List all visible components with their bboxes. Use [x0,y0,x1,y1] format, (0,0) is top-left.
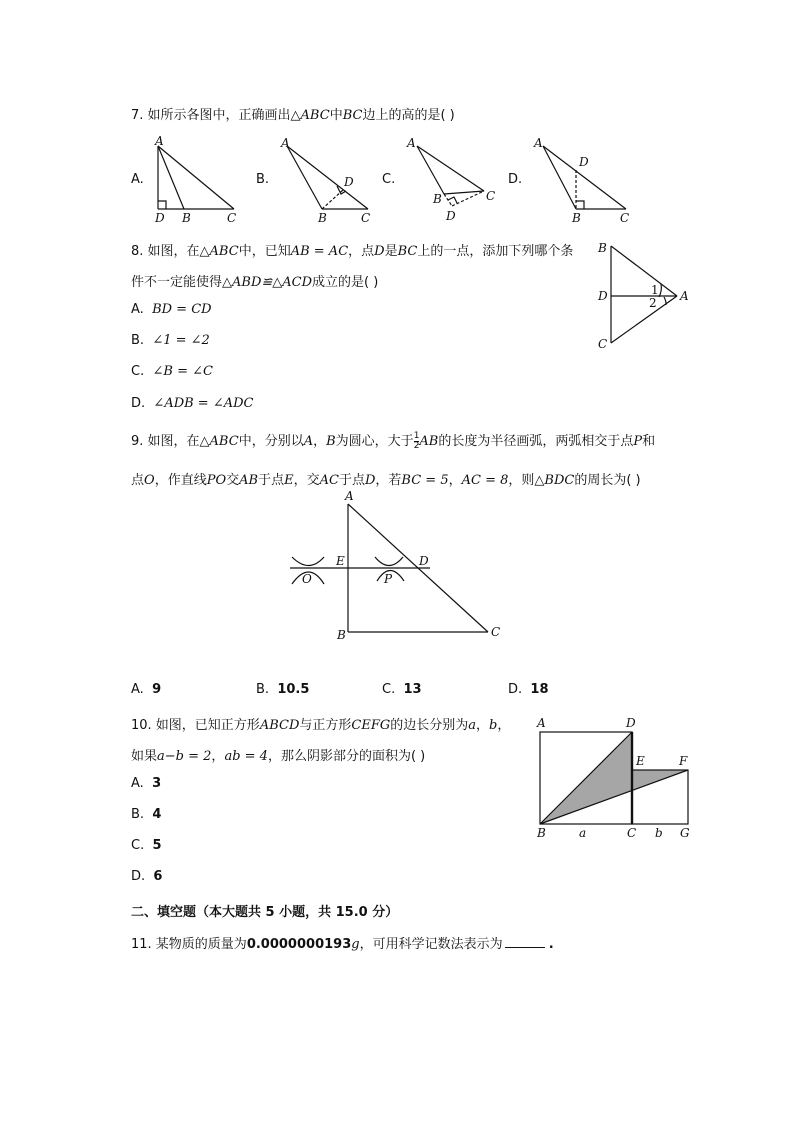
q7d-label-d: D [579,155,589,169]
q9-frac-den: 2 [413,441,420,451]
q8-l1-suffix: 上的一点，添加下列哪个条 [417,244,574,259]
q10-label-g: G [680,826,690,840]
q7-stem-mid: 中 [329,108,343,123]
q11-prefix: 11. 某物质的质量为 [131,937,247,952]
q8-label-d: D [598,289,608,303]
q8-l1-prefix: 8. 如图，在 [131,244,200,259]
q7d-label-a: A [534,136,543,150]
q10-l1-mid2: 的边长分别为 [390,718,469,733]
q8-l1-mid3: 是 [384,244,398,259]
q10-label-c: C [627,826,637,840]
q7a-label-d: D [155,211,165,225]
q8-option-c-text: ∠B = ∠C [152,364,213,379]
q10-label-side-a: a [579,826,587,840]
q9-label-e: E [336,554,345,568]
section-2-title: 二、填空题（本大题共 5 小题，共 15.0 分） [131,905,399,920]
q10-option-a-text: 3 [152,776,162,791]
q10-l2-prefix: 如果 [131,749,158,764]
q8-option-d-letter: D. [131,396,146,411]
q9-l2-mid6: ，若 [375,473,402,488]
q8-label-angle2: 2 [649,296,657,310]
q7-stem-prefix: 7. 如所示各图中，正确画出 [131,108,291,123]
q10-option-d-text: 6 [153,869,163,884]
q9-option-d-text: 18 [530,682,549,697]
q8-label-angle1: 1 [651,283,659,297]
q9-label-a: A [345,489,354,503]
q9-l2-po: PO [206,473,227,488]
q7d-label-b: B [572,211,581,225]
q10-l1-end: ， [497,718,511,733]
q10-l2-eq2: ab = 4 [224,749,268,764]
q7-option-a-label: A. [131,172,144,187]
q9-option-b-letter: B. [256,682,270,697]
q9-l1-b: B [326,434,336,449]
q9-frac-num: 1 [413,431,420,441]
q7-stem-suffix: 边上的高的是( ) [362,108,455,123]
q10-option-b-text: 4 [152,807,162,822]
q9-l1-prefix: 9. 如图，在 [131,434,200,449]
q7-stem-bc: BC [342,108,363,123]
q10-option-b-letter: B. [131,807,145,822]
q9-label-b: B [337,628,346,642]
q9-label-o: O [302,572,312,586]
q8-l2-prefix: 件不一定能使得 [131,275,223,290]
q7a-label-c: C [227,211,237,225]
q9-l2-ac8: AC = 8 [461,473,509,488]
q10-option-c-text: 5 [152,838,162,853]
q10-l2-suffix: ，那么阴影部分的面积为( ) [267,749,426,764]
q9-option-b-text: 10.5 [277,682,310,697]
q8-option-b-text: ∠1 = ∠2 [152,333,210,348]
q10-l1-comma: ， [476,718,490,733]
q9-option-c-letter: C. [382,682,396,697]
q9-label-c: C [491,625,501,639]
q9-l2-mid2: 交 [226,473,240,488]
q9-option-a-text: 9 [152,682,162,697]
q9-l1-suffix: 的长度为半径画弧，两弧相交于点 [438,434,634,449]
q10-option-c-letter: C. [131,838,145,853]
q9-l2-ac: AC [319,473,339,488]
q10-l1-prefix: 10. 如图，已知正方形 [131,718,260,733]
q11-stem [131,933,554,952]
q9-l2-mid7: ， [448,473,462,488]
q8-l1-mid: 中，已知 [238,244,291,259]
q8-l1-eq: AB = AC [290,244,349,259]
q10-l1-a: a [468,718,477,733]
q9-l1-ab: AB [419,434,439,449]
q7c-label-c: C [486,189,496,203]
q9-l1-p: P [633,434,643,449]
q9-l1-mid: 中，分别以 [238,434,304,449]
q9-l1-mid2: 为圆心，大于 [335,434,414,449]
q8-option-a-text: BD = CD [152,302,212,317]
q9-label-p: P [384,572,393,586]
q10-label-f: F [679,754,688,768]
q9-l2-mid3: 于点 [258,473,285,488]
q7a-label-b: B [182,211,191,225]
q8-l1-bc: BC [397,244,418,259]
q9-label-d: D [419,554,429,568]
q7c-label-b: B [433,192,442,206]
q11-answer-blank[interactable] [505,947,545,948]
q9-l2-mid4: ，交 [293,473,320,488]
q7b-label-c: C [361,211,371,225]
q9-option-c-text: 13 [403,682,422,697]
q10-option-d-letter: D. [131,869,146,884]
q8-option-a-letter: A. [131,302,144,317]
q8-label-b: B [598,241,607,255]
q9-l2-bc: BC = 5 [401,473,449,488]
q8-option-c-letter: C. [131,364,145,379]
q11-unit: g [351,937,360,952]
q7c-label-d: D [446,209,456,223]
q7-option-b-label: B. [256,172,270,187]
q8-option-b-letter: B. [131,333,145,348]
q8-option-d-text: ∠ADB = ∠ADC [153,396,254,411]
q9-l2-bdc: △BDC [534,473,575,488]
q9-l2-ab: AB [239,473,259,488]
q11-value: 0.0000000193 [246,937,352,952]
q8-l1-d: D [374,244,385,259]
q10-option-a-letter: A. [131,776,144,791]
q8-label-a: A [680,289,689,303]
q8-label-c: C [598,337,608,351]
q7b-label-a: A [281,136,290,150]
q9-l2-e: E [284,473,294,488]
q10-label-side-b: b [655,826,663,840]
q10-l1-mid: 与正方形 [299,718,352,733]
q9-l2-mid5: 于点 [338,473,365,488]
q7b-label-b: B [318,211,327,225]
q9-option-d-letter: D. [508,682,523,697]
q9-l2-mid8: ，则 [508,473,535,488]
q9-l2-mid: ，作直线 [154,473,207,488]
q10-l2-comma: ， [211,749,225,764]
q10-l1-cefg: CEFG [351,718,391,733]
q9-l2-d: D [364,473,376,488]
q8-l1-tri: △ABC [199,244,239,259]
q10-label-b: B [537,826,546,840]
q10-l2-eq1: a−b = 2 [157,749,212,764]
q7a-label-a: A [155,134,164,148]
q8-l1-mid2: ，点 [348,244,375,259]
q7-option-d-label: D. [508,172,523,187]
q7-stem-triangle: △ABC [290,108,330,123]
q11-end: . [548,937,554,952]
q9-l1-end: 和 [642,434,656,449]
q9-l2-o: O [144,473,155,488]
q9-l2-suffix: 的周长为( ) [574,473,641,488]
q9-l2-prefix: 点 [131,473,145,488]
q7b-label-d: D [344,175,354,189]
q9-l1-comma: ， [313,434,327,449]
q10-l1-b: b [489,718,498,733]
q11-suffix: ，可用科学记数法表示为 [359,937,503,952]
q7d-label-c: C [620,211,630,225]
q8-l2-cong: △ABD≌△ACD [222,275,313,290]
q7c-label-a: A [407,136,416,150]
q7-option-c-label: C. [382,172,396,187]
q9-l1-tri: △ABC [199,434,239,449]
q9-l1-a: A [303,434,314,449]
q9-option-a-letter: A. [131,682,144,697]
q8-l2-suffix: 成立的是( ) [312,275,379,290]
q10-label-e: E [636,754,645,768]
q10-l1-abcd: ABCD [259,718,300,733]
q10-label-a: A [537,716,546,730]
q10-label-d: D [626,716,636,730]
